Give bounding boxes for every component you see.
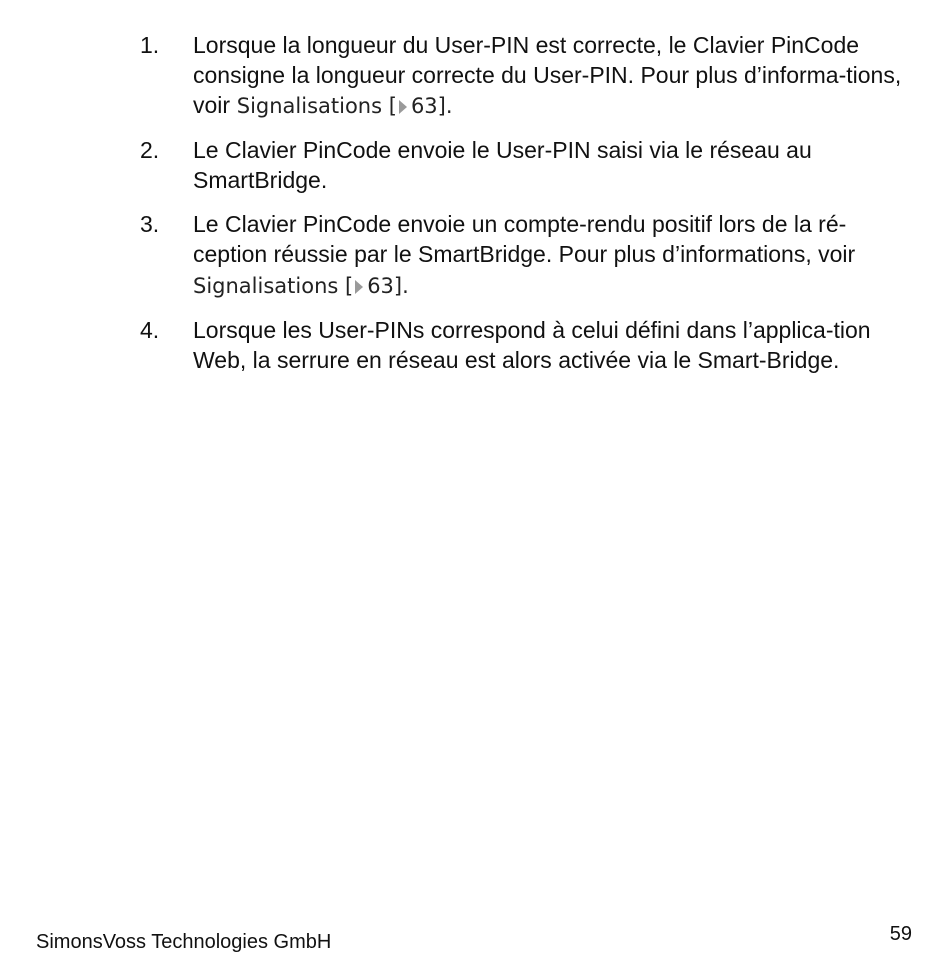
cross-reference-link[interactable] [230,94,452,118]
step-text: Le Clavier PinCode envoie le User-PIN saisi via le réseau au SmartBridge. [193,137,812,193]
step-text: Lorsque les User-PINs correspond à celui défini dans l’applica-tion Web, la serrure en réseau est alors activée via le Smart-Bridge. [193,317,871,373]
xref-close: ]. [393,274,409,298]
step-number: 2. [140,137,160,163]
step-text-block [193,209,920,301]
step-text-block [193,135,920,195]
step-text-block [193,30,920,121]
step-text: Lorsque la longueur du User-PIN est correcte, le Clavier PinCode consigne la longueur correcte du User-PIN. Pour plus d’informa-tions, voir [193,32,902,118]
step-item [140,30,920,121]
page-number: 59 [889,923,912,945]
step-item [140,315,920,375]
footer-company: SimonsVoss Technologies GmbH [36,931,332,953]
xref-page: 63 [410,94,438,118]
xref-title: Signalisations [ [193,274,354,298]
steps-list [140,30,920,389]
xref-close: ]. [437,94,453,118]
step-text: Le Clavier PinCode envoie un compte-rendu positif lors de la ré-ception réussie par le SmartBridge. Pour plus d’informations, voir [193,211,856,267]
step-number: 4. [140,317,160,343]
step-number: 1. [140,32,160,58]
step-item [140,135,920,195]
xref-title: Signalisations [ [230,94,397,118]
xref-page: 63 [367,274,394,298]
step-item [140,209,920,301]
step-text-block [193,315,920,375]
step-number: 3. [140,211,160,237]
play-arrow-icon [399,100,407,114]
play-arrow-icon [355,280,363,294]
cross-reference-link[interactable] [193,274,409,298]
